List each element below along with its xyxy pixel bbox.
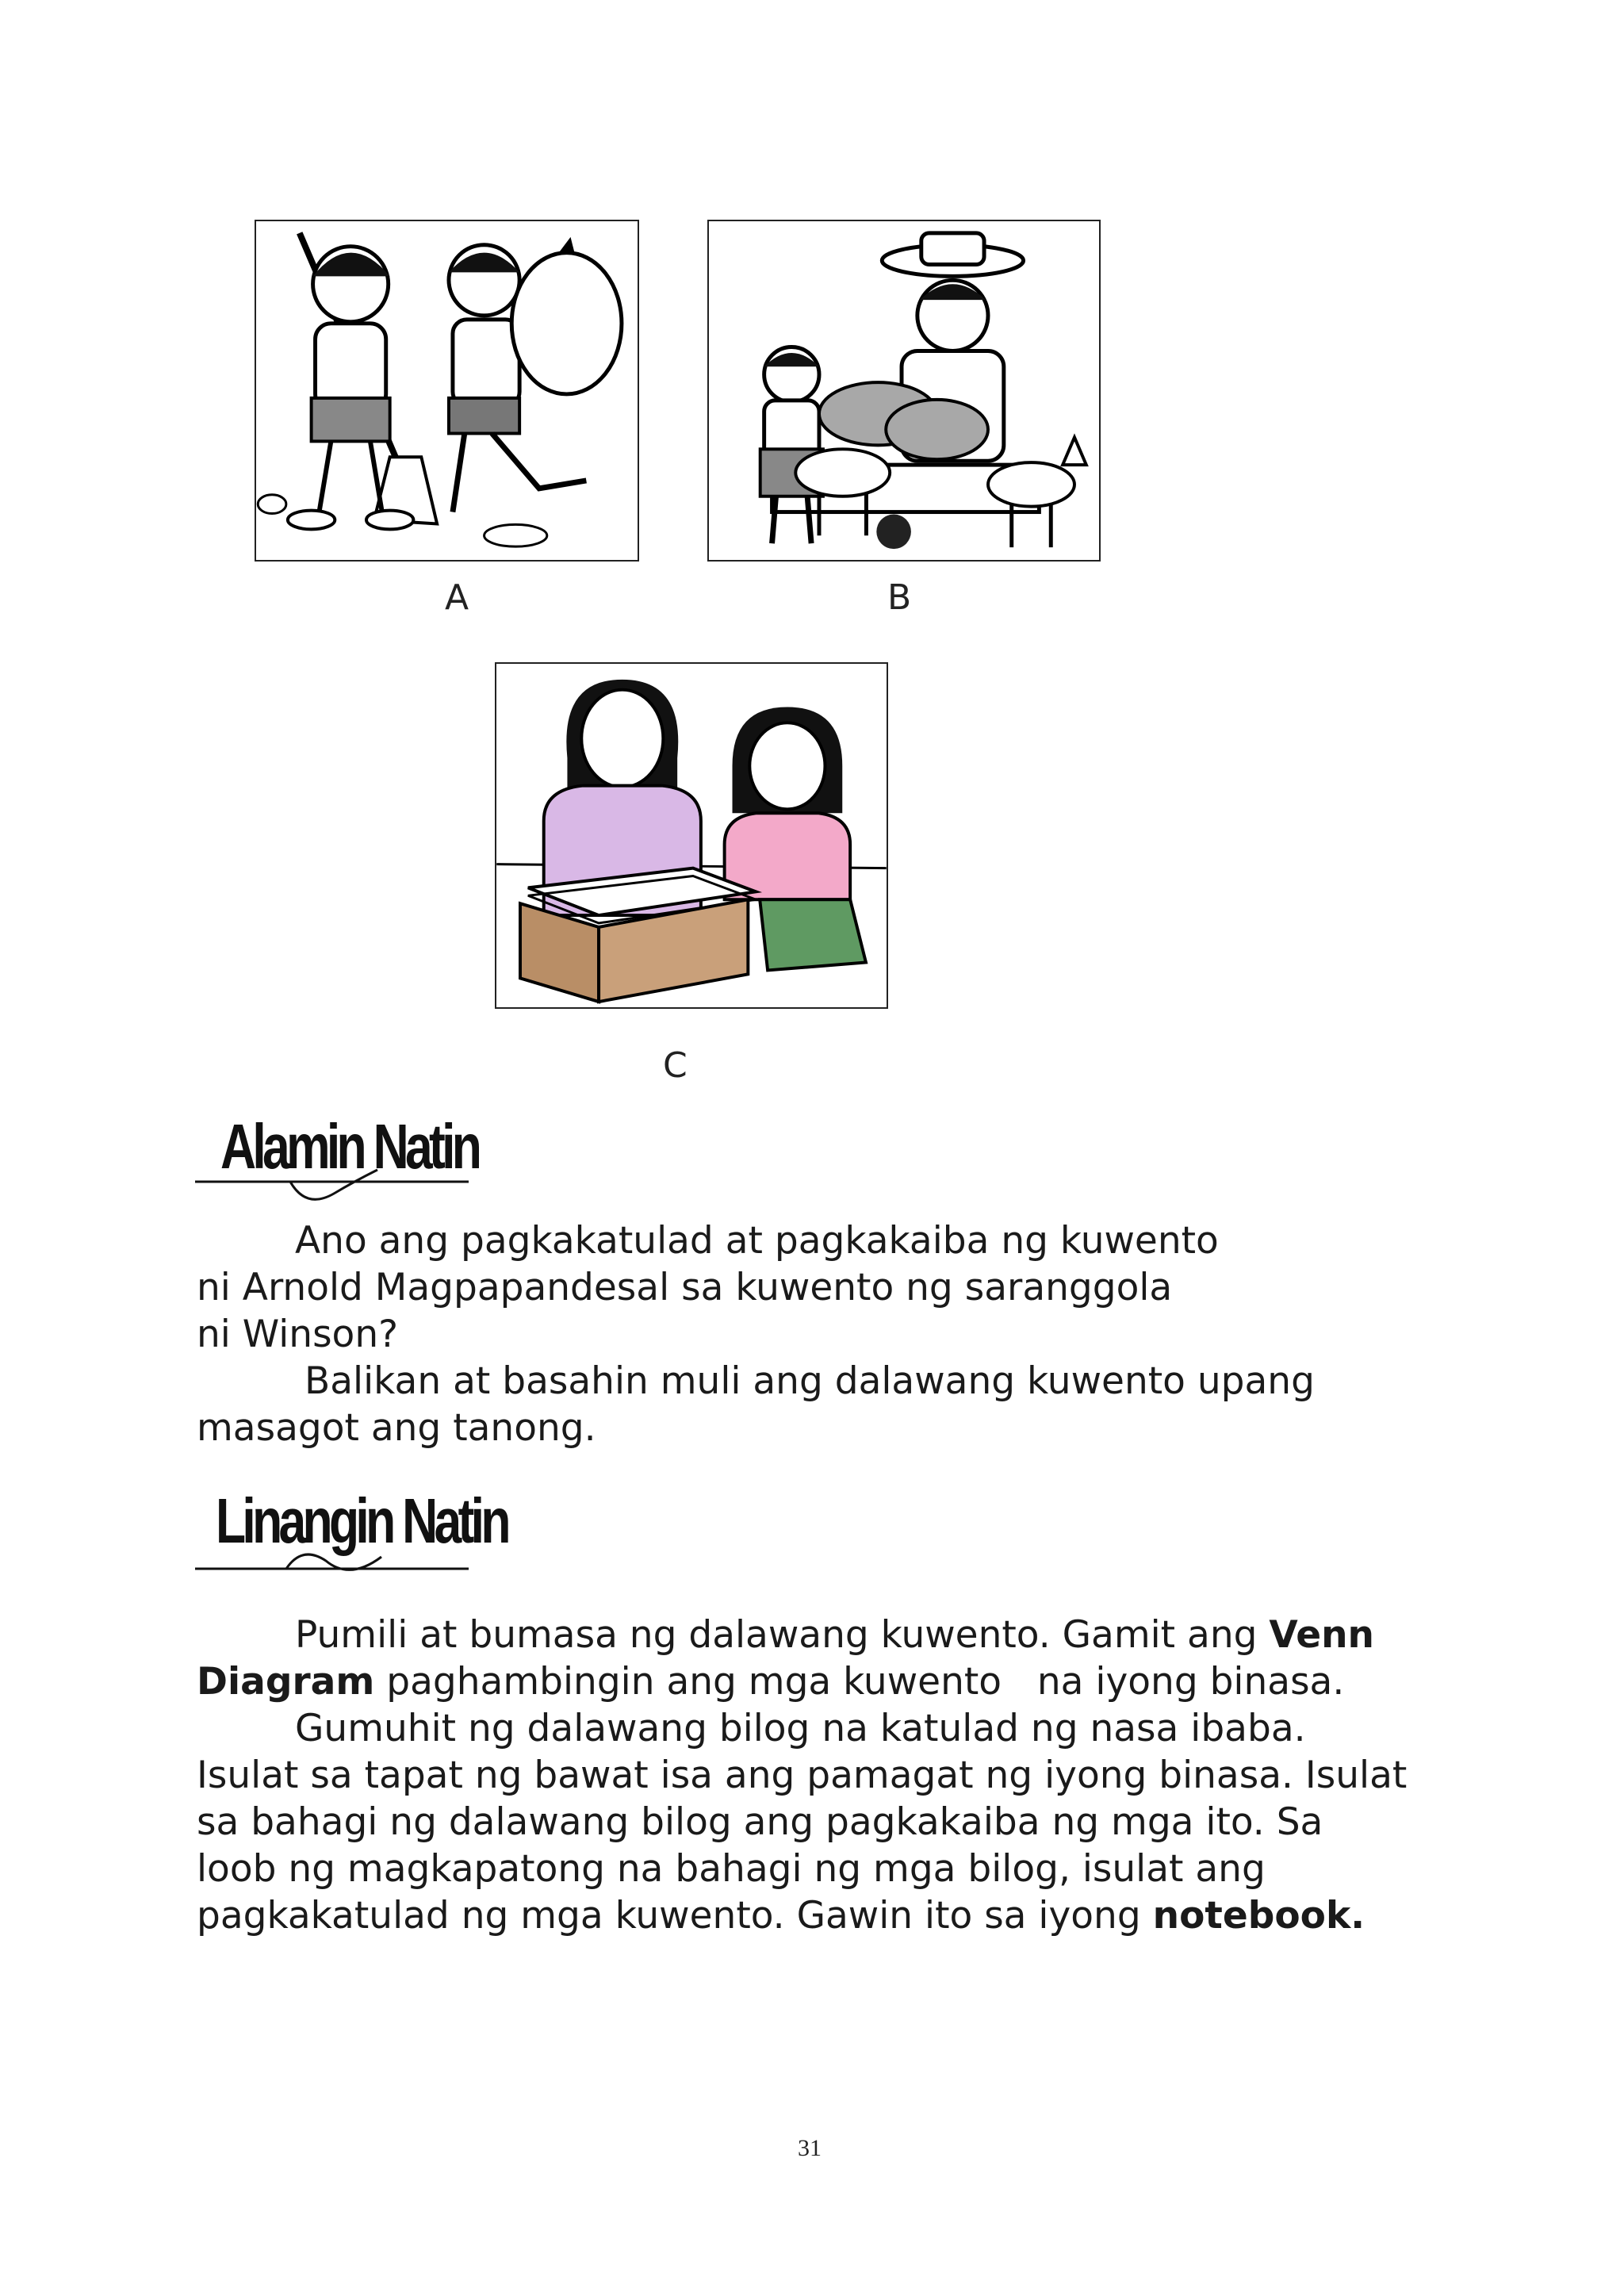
linangin-text: Pumili at bumasa ng dalawang kuwento. Gamit ang	[295, 1613, 1270, 1657]
figure-b-caption: B	[887, 577, 912, 618]
section-heading-linangin: Linangin Natin	[216, 1485, 508, 1556]
alamin-line: Ano ang pagkakatulad at pagkakaiba ng kuwento	[295, 1219, 1219, 1263]
linangin-line: Isulat sa tapat ng bawat isa ang pamagat ng iyong binasa. Isulat	[197, 1754, 1408, 1797]
linangin-text: paghambingin ang mga kuwento na iyong binasa.	[374, 1660, 1345, 1704]
alamin-line: Balikan at basahin muli ang dalawang kuwento upang	[304, 1359, 1315, 1403]
linangin-paragraph	[197, 1612, 1434, 1939]
figure-c	[495, 662, 888, 1009]
children-cleaning-illustration	[256, 221, 638, 560]
mother-and-daughter-with-box-illustration	[496, 664, 887, 1007]
linangin-bold-text: notebook.	[1152, 1894, 1365, 1938]
linangin-line: Gumuhit ng dalawang bilog na katulad ng nasa ibaba.	[295, 1707, 1306, 1750]
figure-a-caption: A	[445, 577, 469, 618]
heading-underline-swash	[195, 1545, 469, 1593]
linangin-line: loob ng magkapatong na bahagi ng mga bilog, isulat ang	[197, 1847, 1266, 1891]
linangin-bold-text: Venn	[1269, 1613, 1375, 1657]
figure-c-caption: C	[663, 1045, 688, 1086]
page-number: 31	[798, 2135, 822, 2161]
farmer-with-pigs-and-goats-illustration	[709, 221, 1099, 560]
alamin-line: ni Winson?	[197, 1313, 399, 1356]
alamin-line: ni Arnold Magpapandesal sa kuwento ng saranggola	[197, 1266, 1173, 1309]
linangin-text: pagkakatulad ng mga kuwento. Gawin ito sa iyong	[197, 1894, 1153, 1938]
heading-underline-swash	[195, 1166, 469, 1213]
linangin-line	[197, 1892, 1434, 1939]
figure-b	[707, 220, 1101, 562]
linangin-line: sa bahagi ng dalawang bilog ang pagkakaiba ng mga ito. Sa	[197, 1800, 1323, 1844]
linangin-line	[197, 1658, 1434, 1705]
linangin-bold-text: Diagram	[197, 1660, 375, 1704]
figure-a	[255, 220, 639, 562]
section-heading-alamin: Alamin Natin	[220, 1111, 479, 1182]
alamin-paragraph	[197, 1217, 1434, 1451]
alamin-line: masagot ang tanong.	[197, 1406, 596, 1450]
linangin-line	[197, 1612, 1434, 1658]
